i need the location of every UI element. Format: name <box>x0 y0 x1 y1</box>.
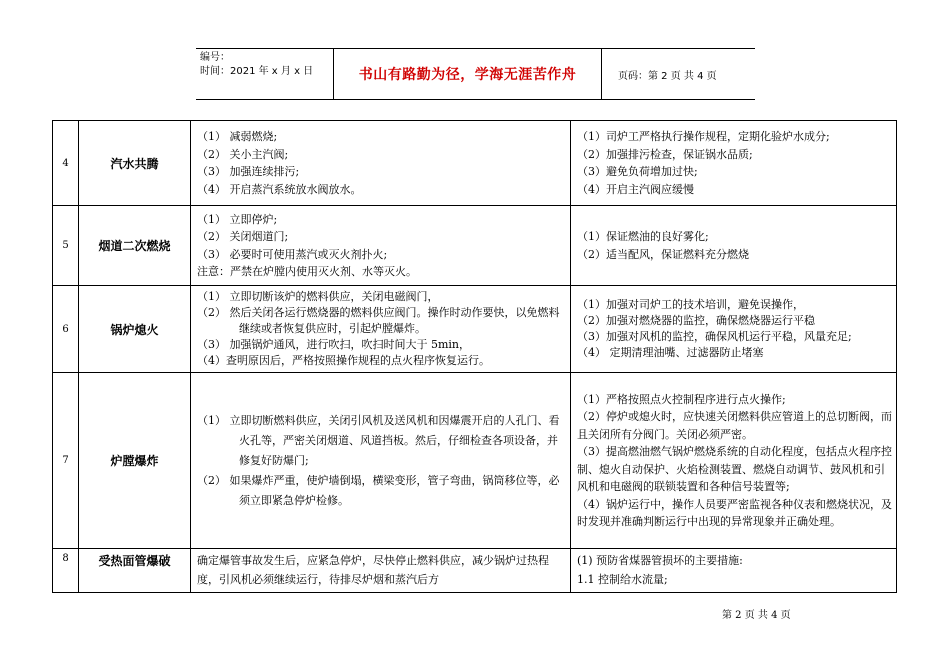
row-number: 4 <box>53 121 79 206</box>
prevention-line: （2）加强对燃烧器的监控，确保燃烧器运行平稳 <box>577 314 815 327</box>
header-divider <box>333 49 334 99</box>
prevention-line: （4） 定期清理油嘴、过滤器防止堵塞 <box>577 346 764 359</box>
prevention-line: （4）锅炉运行中，操作人员要严密监视各种仪表和燃烧状况，及时发现并准确判断运行中出现的异常现象并正确处理。 <box>577 497 892 528</box>
page-header <box>196 48 755 100</box>
handling-measures <box>191 373 571 549</box>
accident-name: 受热面管爆破 <box>79 549 191 593</box>
measure-line: （4） 开启蒸汽系统放水阀放水。 <box>197 182 362 196</box>
accident-name: 锅炉熄火 <box>79 286 191 373</box>
prevention-measures <box>571 206 897 286</box>
header-meta <box>200 51 332 97</box>
prevention-measures <box>571 373 897 549</box>
measure-line: 确定爆管事故发生后，应紧急停炉，尽快停止燃料供应，减少锅炉过热程度，引风机必须继续运行，待排尽炉烟和蒸汽后方 <box>197 554 549 586</box>
measure-line: （2） 关小主汽阀; <box>197 147 289 161</box>
measure-line: （1） 立即切断燃料供应，关闭引风机及送风机和因爆震开启的人孔门、看火孔等，严密关闭烟道、风道挡板。然后，仔细检查各项设备，并修复好防爆门; <box>197 413 560 467</box>
prevention-line: （3）避免负荷增加过快; <box>577 165 698 178</box>
handling-measures <box>191 549 571 593</box>
header-page-number: 页码：第 2 页 共 4 页 <box>618 70 717 82</box>
measure-line: （2） 然后关闭各运行燃烧器的燃料供应阀门。操作时动作要快，以免燃料继续或者恢复供应时，引起炉膛爆炸。 <box>197 306 560 335</box>
measure-line: （2） 如果爆炸严重，使炉墙倒塌，横梁变形，管子弯曲，锅筒移位等，必须立即紧急停炉检修。 <box>197 473 560 507</box>
measure-line: （1） 减弱燃烧; <box>197 130 278 143</box>
prevention-line: （3）加强对风机的监控，确保风机运行平稳，风量充足; <box>577 330 852 343</box>
prevention-line: （1）严格按照点火控制程序进行点火操作; <box>577 392 786 406</box>
measure-line: （3） 加强连续排污; <box>197 165 300 178</box>
table-row <box>53 206 897 286</box>
prevention-line: （1）保证燃油的良好雾化; <box>577 230 709 243</box>
table-row <box>53 549 897 593</box>
prevention-line: （1）司炉工严格执行操作规程，定期化验炉水成分; <box>577 130 830 143</box>
measure-line: （1） 立即切断该炉的燃料供应，关闭电磁阀门， <box>197 290 439 303</box>
prevention-measures <box>571 121 897 206</box>
row-number: 5 <box>53 206 79 286</box>
prevention-line: （1）加强对司炉工的技术培训，避免误操作， <box>577 298 804 311</box>
accident-name: 汽水共腾 <box>79 121 191 206</box>
table-row <box>53 373 897 549</box>
measure-line: （3） 必要时可使用蒸汽或灭火剂扑火; <box>197 247 388 261</box>
prevention-line: （2）停炉或熄火时，应快速关闭燃料供应管道上的总切断阀，而且关闭所有分阀门。关闭必须严密。 <box>577 410 892 441</box>
page-footer: 第 2 页 共 4 页 <box>722 610 791 621</box>
accident-name: 烟道二次燃烧 <box>79 206 191 286</box>
measure-line: （3） 加强锅炉通风，进行吹扫，吹扫时间大于 5min， <box>197 338 471 351</box>
handling-measures <box>191 206 571 286</box>
prevention-line: （3）提高燃油燃气锅炉燃烧系统的自动化程度，包括点火程序控制、熄火自动保护、火焰检测装置、燃烧自动调节、鼓风机和引风机和电磁阀的联锁装置和各种信号装置等; <box>577 445 892 493</box>
prevention-line: (1) 预防省煤器管损坏的主要措施: <box>577 554 743 567</box>
row-number: 6 <box>53 286 79 373</box>
table-row <box>53 121 897 206</box>
accident-table <box>52 120 897 593</box>
measure-line: （2） 关闭烟道门; <box>197 230 289 243</box>
measure-line: （4）查明原因后，严格按照操作规程的点火程序恢复运行。 <box>197 354 490 367</box>
row-number: 7 <box>53 373 79 549</box>
prevention-line: （2）加强排污检查，保证锅水品质; <box>577 147 753 161</box>
time-label: 时间：2021 年 x 月 x 日 <box>200 66 314 77</box>
handling-measures <box>191 121 571 206</box>
prevention-measures <box>571 286 897 373</box>
measure-note: 注意：严禁在炉膛内使用灭火剂、水等灭火。 <box>197 265 417 278</box>
motto-text: 书山有路勤为径，学海无涯苦作舟 <box>358 67 577 83</box>
prevention-line: （2）适当配风，保证燃料充分燃烧 <box>577 247 749 261</box>
handling-measures <box>191 286 571 373</box>
prevention-line: （4）开启主汽阀应缓慢 <box>577 182 694 196</box>
row-number: 8 <box>53 549 79 593</box>
prevention-measures <box>571 549 897 593</box>
table-row <box>53 286 897 373</box>
header-divider <box>601 49 602 99</box>
measure-line: （1） 立即停炉; <box>197 212 278 226</box>
number-label: 编号： <box>200 52 230 63</box>
prevention-line: 1.1 控制给水流量; <box>577 573 668 586</box>
accident-name: 炉膛爆炸 <box>79 373 191 549</box>
